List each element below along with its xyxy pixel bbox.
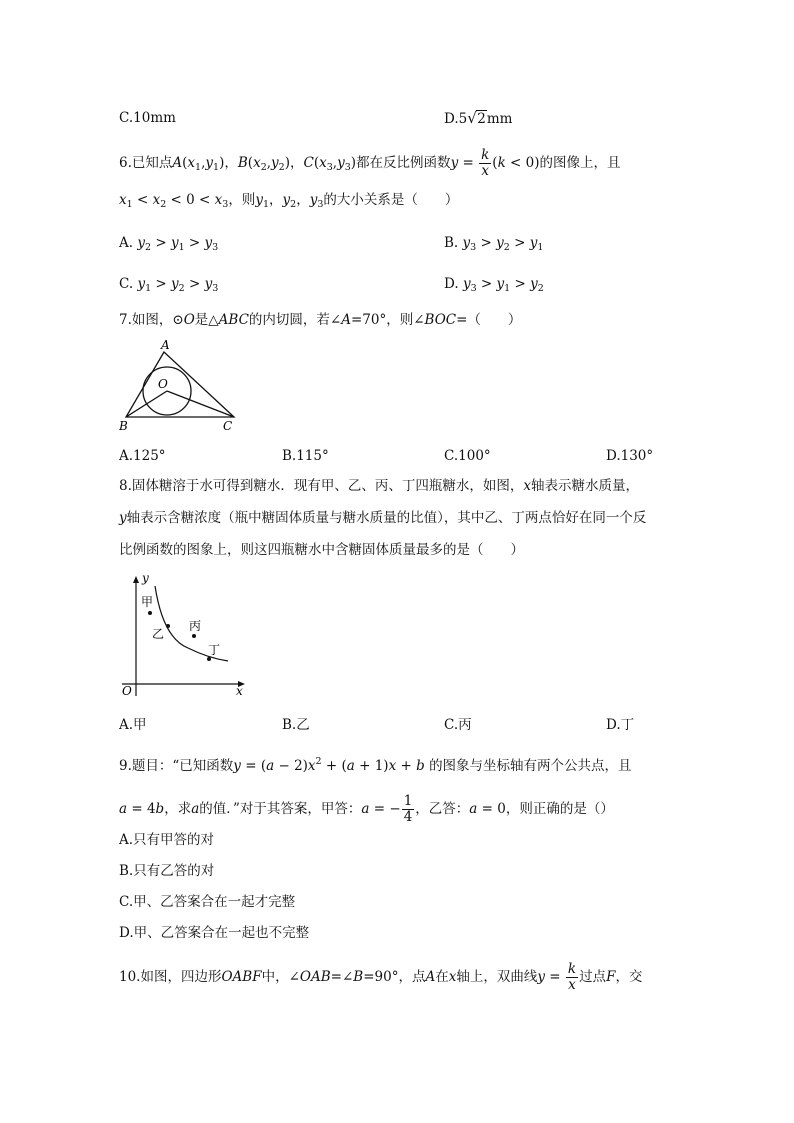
- q5-option-c: C.10mm: [119, 110, 176, 126]
- q6-option-d: D. $y_3 > y_1 > y_2$: [444, 276, 544, 294]
- q7-option-a: A.125°: [119, 448, 166, 464]
- label-origin: O: [122, 684, 132, 698]
- q7-incircle-figure: [112, 338, 252, 436]
- label-ding: 丁: [208, 643, 221, 657]
- q6-option-a: A. $y_2 > y_1 > y_3$: [119, 235, 219, 253]
- label-o: O: [158, 377, 168, 391]
- label-b: B: [119, 419, 128, 433]
- q8-stem-line-2: y轴表示含糖浓度（瓶中糖固体质量与糖水质量的比值），其中乙、丁两点恰好在同一个反: [119, 510, 647, 526]
- q5-option-d: D.5√2mm: [444, 109, 513, 127]
- q10-stem: 10.如图，四边形OABF中，∠OAB=∠B=90°，点A在x轴上，双曲线y = $\frac{k}{x}$ 过点F，交: [119, 961, 643, 993]
- q8-option-d: D.丁: [606, 717, 635, 733]
- label-x: x: [236, 684, 243, 698]
- label-y: y: [142, 571, 149, 585]
- q7-option-c: C.100°: [444, 448, 491, 464]
- q9-stem-line-2: a = 4b，求a的值．”对于其答案，甲答：a = − $\frac{1}{4}$ ，乙答：a = 0，则正确的是（）: [119, 793, 614, 825]
- label-bing: 丙: [189, 619, 202, 633]
- label-a: A: [161, 338, 170, 352]
- q7-stem: 7.如图，⊙O是△ABC的内切圆，若∠A=70°，则∠BOC=（ ）: [119, 312, 522, 328]
- q6-option-c: C. $y_1 > y_2 > y_3$: [119, 276, 219, 294]
- label-jia: 甲: [141, 595, 154, 609]
- q8-option-b: B.乙: [282, 717, 310, 733]
- q9-stem-line-1: 9.题目：“已知函数$y = (a - 2)x^2 + (a + 1)x + b$ 的图象与坐标轴有两个公共点，且: [119, 756, 632, 774]
- q9-option-c: C.甲、乙答案合在一起才完整: [119, 894, 296, 910]
- point-bing: [192, 634, 196, 638]
- q9-option-a: A.只有甲答的对: [119, 832, 215, 848]
- q8-stem-line-3: 比例函数的图象上，则这四瓶糖水中含糖固体质量最多的是（ ）: [119, 542, 524, 558]
- q8-sugar-water-figure: [118, 568, 250, 700]
- segment-ob: [126, 391, 167, 417]
- q6-option-b: B. $y_3 > y_2 > y_1$: [444, 235, 544, 253]
- q9-option-d: D.甲、乙答案合在一起也不完整: [119, 925, 310, 941]
- label-c: C: [223, 419, 233, 433]
- q9-option-b: B.只有乙答的对: [119, 863, 215, 879]
- q6-stem-line-1: 6.已知点$A(x_1,y_1)$，$B(x_2,y_2)$，$C(x_3,y_3)$都在反比例函数y = $\frac{k}{x}$ (k < 0)的图像上，且: [119, 147, 621, 179]
- q8-option-c: C.丙: [444, 717, 472, 733]
- y-axis-arrow: [133, 576, 139, 583]
- q6-stem-line-2: $x_1 < x_2 < 0 < x_3$，则$y_1$，$y_2$，$y_3$的大小关系是（ ）: [119, 192, 459, 210]
- q8-option-a: A.甲: [119, 717, 147, 733]
- point-jia: [148, 611, 152, 615]
- q7-option-d: D.130°: [606, 448, 654, 464]
- label-yi: 乙: [152, 627, 165, 641]
- q8-stem-line-1: 8.固体糖溶于水可得到糖水．现有甲、乙、丙、丁四瓶糖水，如图，x轴表示糖水质量，: [119, 478, 640, 494]
- q7-option-b: B.115°: [282, 448, 329, 464]
- point-ding: [207, 657, 211, 661]
- point-yi: [166, 624, 170, 628]
